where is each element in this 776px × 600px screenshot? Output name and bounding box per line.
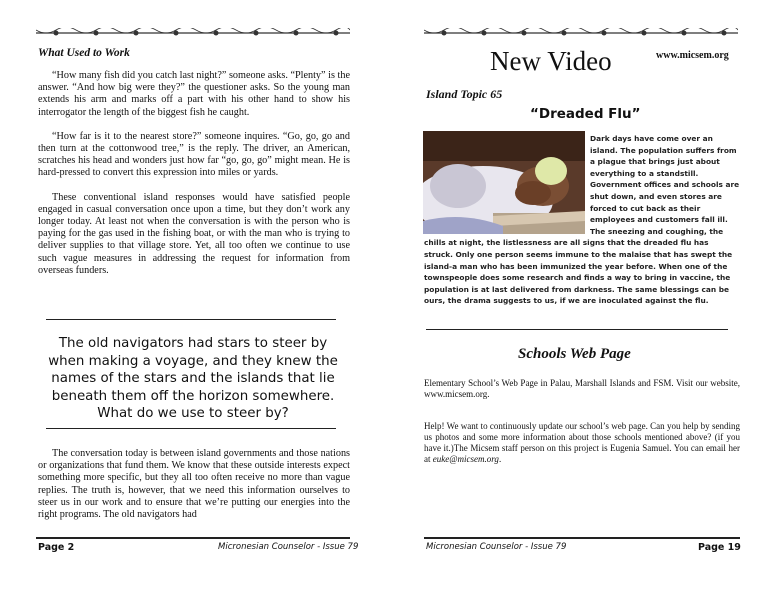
footer-rule-left: [36, 537, 350, 539]
paragraph-responses: These conventional island responses would have satisfied people engaged in casual conversation once upon a time, but they don’t work any longer today. At least not when the conversation is with the person who is paying for the gas used in the fishing boat, or with the man who is trying to deliver supplies to that village store. Yet, all too often we continue to use such vague measures in addressing the request for information from overseas funders.: [38, 191, 350, 276]
website-url-header: www.micsem.org: [656, 50, 729, 61]
schools-info-text: Elementary School’s Web Page in Palau, Marshall Islands and FSM. Visit our website, www.micsem.org.: [424, 378, 740, 399]
publication-name-left: Micronesian Counselor - Issue 79: [218, 542, 359, 552]
paragraph-conversation: The conversation today is between island governments and those nations or organizations that fund them. We know that these outside interests expect something more specific, but they all too often receive no more than vague replies. The truth is, however, that we need this information ourselves to steer us in our work and to ensure that we’re putting our energies into the right programs. The old navigators had: [38, 448, 350, 521]
divider-line-right: [426, 329, 728, 330]
video-title: “Dreaded Flu”: [530, 106, 641, 122]
video-description: [424, 133, 740, 307]
page-title-new-video: New Video: [490, 46, 612, 76]
footer-rule-right: [424, 537, 740, 539]
schools-help-end: .: [498, 454, 502, 464]
decorative-rope-border-left: [36, 28, 350, 38]
schools-help-text: Help! We want to continuously update our school’s web page. Can you help by sending us photos and some more information about those schools mentioned above? (if you have it.)The Micsem staff person on this project is Eugenia Samuel. You can email her at: [424, 421, 740, 464]
video-description-text: Dark days have come over an island. The population suffers from a plague that brings just about everything to a standstill. Government offices and schools are shut down, and even stores are forced to cut back as their employees and customers fall ill. The sneezing and coughing, the chills at night, the listlessness are all signs that the dreaded flu has struck. Only one person seems immune to the malaise that has swept the island-a man who has been immunized the year before. When one of the townspeople does some research and finds a way to bring in vaccine, the population is at last delivered from darkness. The same blessings can be ours, the drama suggests to us, if we are inoculated against the flu.: [424, 134, 740, 306]
paragraph-fish: “How many fish did you catch last night?” someone asks. “Plenty” is the answer. “And how big were they?” the questioner asks. So the young man extends his arm and marks off a part with his other hand to show his interrogator the length of the biggest fish he caught.: [38, 70, 350, 118]
island-topic-label: Island Topic 65: [426, 87, 503, 101]
page-number-left: Page 2: [38, 542, 75, 553]
schools-para-1: [424, 378, 740, 400]
body-text-left-bottom: [38, 448, 350, 521]
body-text-left: [38, 70, 350, 277]
divider-line-bottom: [46, 428, 336, 429]
section-heading-what-used-to-work: What Used to Work: [38, 47, 130, 59]
pull-quote: The old navigators had stars to steer by when making a voyage, and they knew the names of the stars and the islands that lie beneath them off the horizon somewhere. What do we use to steer by?: [48, 336, 338, 422]
page-number-right: Page 19: [698, 542, 741, 553]
schools-para-2: [424, 421, 740, 465]
divider-line-top: [46, 319, 336, 320]
decorative-rope-border-right: [424, 28, 738, 38]
schools-web-page-heading: Schools Web Page: [518, 346, 631, 362]
publication-name-right: Micronesian Counselor - Issue 79: [426, 542, 567, 552]
paragraph-store: “How far is it to the nearest store?” someone inquires. “Go, go, go and then turn at the cottonwood tree,” is the reply. The driver, an American, scratches his head and wonders just how far “go, go, go” might mean. He is hard-pressed to convert this expression into miles or yards.: [38, 130, 350, 179]
email-link[interactable]: euke@micsem.org: [432, 454, 499, 464]
